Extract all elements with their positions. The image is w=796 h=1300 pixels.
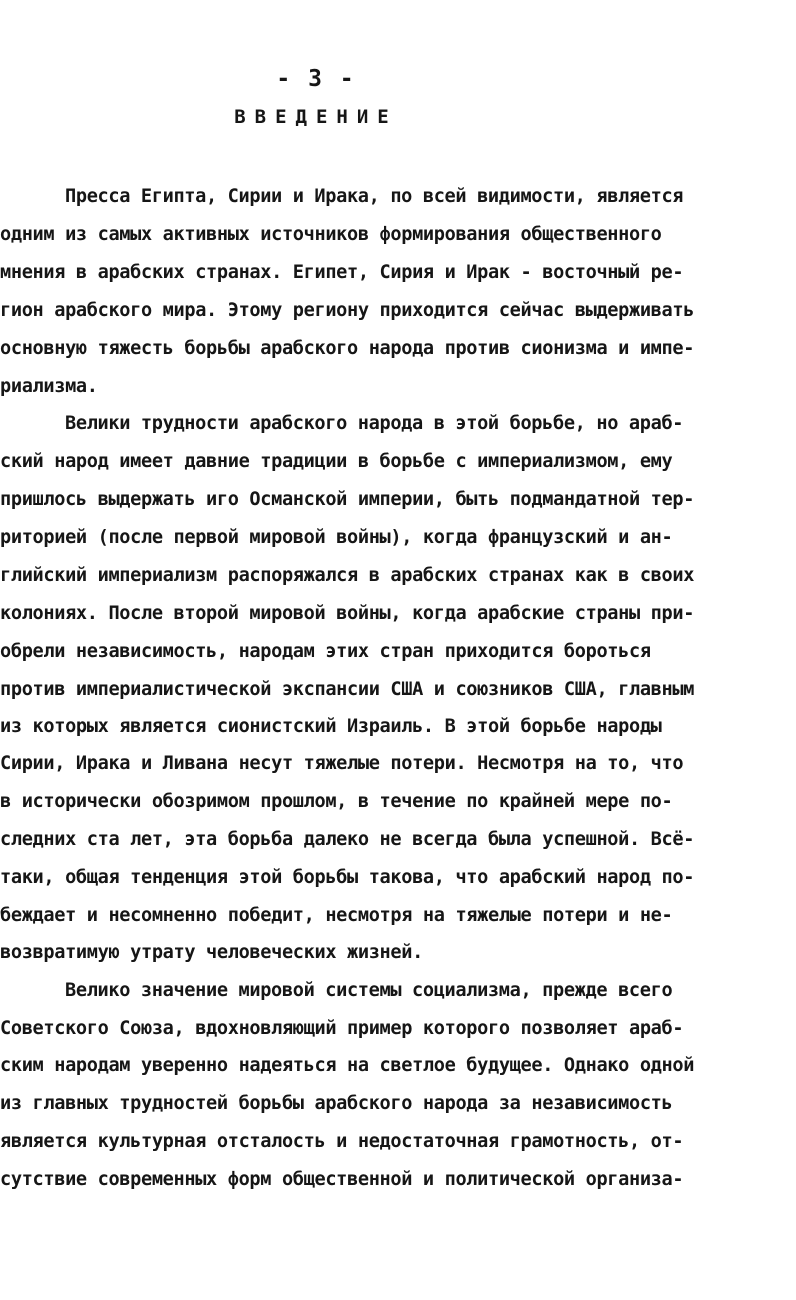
text-line: глийский империализм распоряжался в арабских странах как в своих: [0, 565, 695, 586]
text-line: колониях. После второй мировой войны, когда арабские страны при-: [0, 603, 695, 624]
text-line: сутствие современных форм общественной и политической организа-: [0, 1169, 684, 1190]
text-line: риализма.: [0, 376, 98, 397]
text-line: риторией (после первой мировой войны), когда французский и ан-: [0, 527, 673, 548]
text-line: против империалистической экспансии США и союзников США, главным: [0, 679, 695, 700]
text-line: в исторически обозримом прошлом, в течение по крайней мере по-: [0, 791, 673, 812]
text-line: следних ста лет, эта борьба далеко не всегда была успешной. Всё-: [0, 829, 695, 850]
text-line: Пресса Египта, Сирии и Ирака, по всей видимости, является: [65, 186, 684, 207]
text-line: Велики трудности арабского народа в этой борьбе, но араб-: [65, 413, 684, 434]
page-title: ВВЕДЕНИЕ: [234, 106, 398, 128]
text-line: возвратимую утрату человеческих жизней.: [0, 942, 423, 963]
text-line: из которых является сионистский Израиль. В этой борьбе народы: [0, 716, 662, 737]
text-line: ским народам уверенно надеяться на светлое будущее. Однако одной: [0, 1055, 695, 1076]
text-line: Советского Союза, вдохновляющий пример которого позволяет араб-: [0, 1018, 684, 1039]
text-line: является культурная отсталость и недостаточная грамотность, от-: [0, 1131, 684, 1152]
text-line: ский народ имеет давние традиции в борьбе с империализмом, ему: [0, 451, 673, 472]
text-line: обрели независимость, народам этих стран приходится бороться: [0, 641, 651, 662]
text-line: беждает и несомненно победит, несмотря на тяжелые потери и не-: [0, 905, 673, 926]
text-line: пришлось выдержать иго Османской империи, быть подмандатной тер-: [0, 489, 695, 510]
text-line: Сирии, Ирака и Ливана несут тяжелые потери. Несмотря на то, что: [0, 753, 684, 774]
text-line: основную тяжесть борьбы арабского народа против сионизма и импе-: [0, 338, 695, 359]
page-number: - 3 -: [276, 66, 356, 92]
text-line: одним из самых активных источников формирования общественного: [0, 224, 662, 245]
text-line: мнения в арабских странах. Египет, Сирия и Ирак - восточный ре-: [0, 262, 684, 283]
text-line: гион арабского мира. Этому региону приходится сейчас выдерживать: [0, 300, 695, 321]
text-line: таки, общая тенденция этой борьбы такова, что арабский народ по-: [0, 867, 695, 888]
text-line: Велико значение мировой системы социализма, прежде всего: [65, 980, 673, 1001]
text-line: из главных трудностей борьбы арабского народа за независимость: [0, 1093, 673, 1114]
